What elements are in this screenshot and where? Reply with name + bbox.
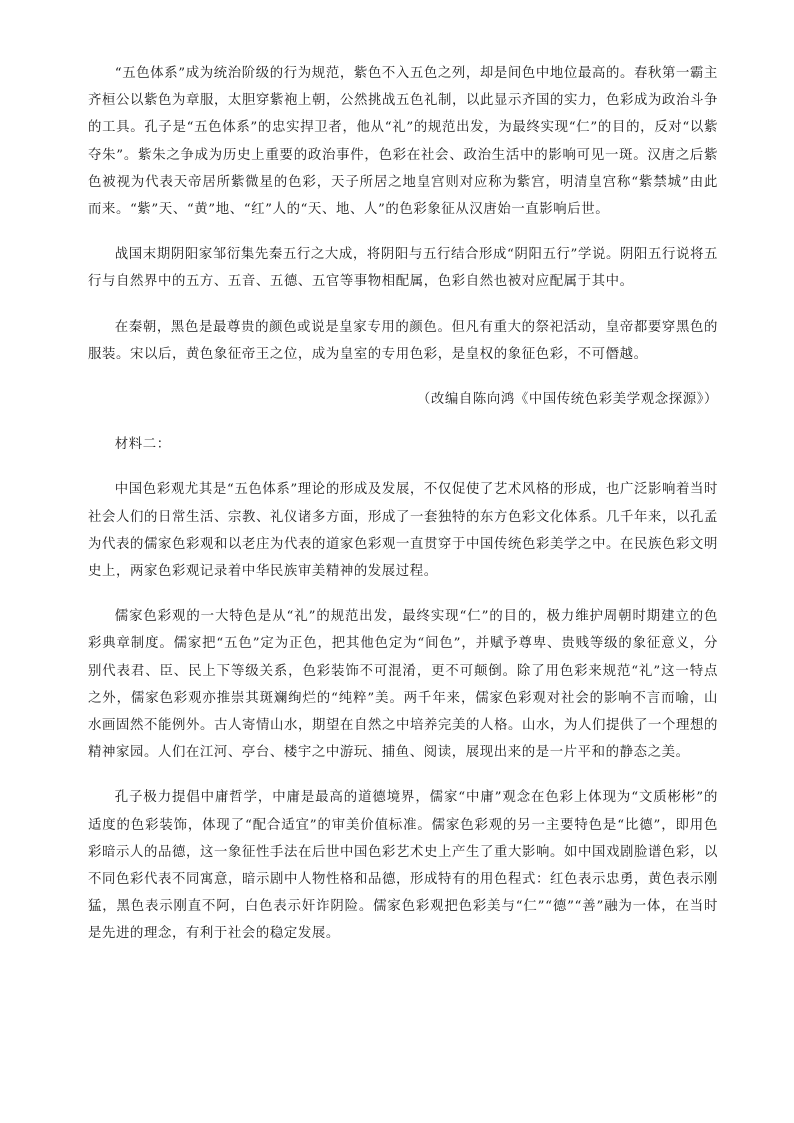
paragraph-gap [88,368,718,386]
paragraph-gap [88,296,718,314]
paragraph-color-culture-system: 中国色彩观尤其是“五色体系”理论的形成及发展，不仅促使了艺术风格的形成，也广泛影响着当时社会人们的日常生活、宗教、礼仪诸多方面，形成了一套独特的东方色彩文化体系。几千年来，以孔孟为代表的儒家色彩观和以老庄为代表的道家色彩观一直贯穿于中国传统色彩美学之中。在民族色彩文明史上，两家色彩观记录着中华民族审美精神的发展过程。 [88,482,718,580]
paragraph-gap [88,413,718,431]
paragraph-gap [88,585,718,603]
source-citation: （改编自陈向鸿《中国传统色彩美学观念探源》） [416,392,718,408]
paragraph-doctrine-of-mean: 孔子极力提倡中庸哲学，中庸是最高的道德境界，儒家“中庸”观念在色彩上体现为“文质彬彬”的适度的色彩装饰，体现了“配合适宜”的审美价值标准。儒家色彩观的另一主要特色是“比德”，即用色彩暗示人的品德，这一象征性手法在后世中国色彩艺术史上产生了重大影响。如中国戏剧脸谱色彩，以不同色彩代表不同寓意，暗示剧中人物性格和品德，形成特有的用色程式：红色表示忠勇，黄色表示刚猛，黑色表示刚直不阿，白色表示奸诈阴险。儒家色彩观把色彩美与“仁”“德”“善”融为一体，在当时是先进的理念，有利于社会的稳定发展。 [88,790,718,942]
paragraph-five-colors-politics: “五色体系”成为统治阶级的行为规范，紫色不入五色之列，却是间色中地位最高的。春秋第一霸主齐桓公以紫色为章服，太胆穿紫袍上朝，公然挑战五色礼制，以此显示齐国的实力，色彩成为政治斗争的工具。孔子是“五色体系”的忠实捍卫者，他从“礼”的规范出发，为最终实现“仁”的目的，反对“以紫夺朱”。紫朱之争成为历史上重要的政治事件，色彩在社会、政治生活中的影响可见一斑。汉唐之后紫色被视为代表天帝居所紫微星的色彩，天子所居之地皇宫则对应称为紫宫，明清皇宫称“紫禁城”由此而来。“紫”天、“黄”地、“红”人的“天、地、人”的色彩象征从汉唐始一直影响后世。 [88,66,718,218]
paragraph-imperial-colors: 在秦朝，黑色是最尊贵的颜色或说是皇家专用的颜色。但凡有重大的祭祀活动，皇帝都要穿黑色的服装。宋以后，黄色象征帝王之位，成为皇室的专用色彩，是皇权的象征色彩，不可僭越。 [88,319,718,362]
paragraph-gap [88,458,718,476]
paragraph-gap [88,223,718,241]
material-two-heading: 材料二： [114,437,171,453]
paragraph-gap [88,766,718,784]
document-page [88,60,718,948]
paragraph-confucian-color-view: 儒家色彩观的一大特色是从“礼”的规范出发，最终实现“仁”的目的，极力维护周朝时期建立的色彩典章制度。儒家把“五色”定为正色，把其他色定为“间色”，并赋予尊卑、贵贱等级的象征意义，分别代表君、臣、民上下等级关系，色彩装饰不可混淆，更不可颠倒。除了用色彩来规范“礼”这一特点之外，儒家色彩观亦推崇其斑斓绚烂的“纯粹”美。两千年来，儒家色彩观对社会的影响不言而喻，山水画固然不能例外。古人寄情山水，期望在自然之中培养完美的人格。山水，为人们提供了一个理想的精神家园。人们在江河、亭台、楼宇之中游玩、捕鱼、阅读，展现出来的是一片平和的静态之美。 [88,609,718,761]
paragraph-yin-yang-five-elements: 战国末期阴阳家邹衍集先秦五行之大成，将阴阳与五行结合形成“阴阳五行”学说。阴阳五行说将五行与自然界中的五方、五音、五德、五官等事物相配属，色彩自然也被对应配属于其中。 [88,247,718,290]
